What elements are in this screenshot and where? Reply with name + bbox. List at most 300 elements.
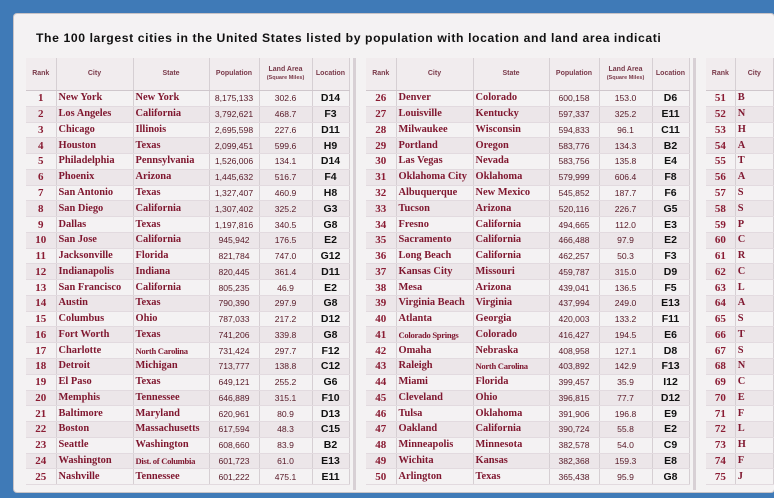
cell-loc: B2 xyxy=(652,138,689,154)
cell-rank: 59 xyxy=(706,217,735,233)
table-row xyxy=(26,248,349,264)
cell-area: 196.8 xyxy=(599,406,652,422)
table-row xyxy=(26,406,349,422)
cell-population: 545,852 xyxy=(549,185,599,201)
cell-loc: E3 xyxy=(652,217,689,233)
cell-state: Texas xyxy=(133,138,209,154)
cell-loc: D9 xyxy=(652,264,689,280)
cell-population: 790,390 xyxy=(209,295,259,311)
cell-rank: 21 xyxy=(26,406,56,422)
cell-city: T xyxy=(735,327,773,343)
cell-rank: 56 xyxy=(706,169,735,185)
cell-population: 390,724 xyxy=(549,422,599,438)
cell-rank: 1 xyxy=(26,91,56,107)
cell-rank: 75 xyxy=(706,469,735,485)
cell-population: 403,892 xyxy=(549,359,599,375)
table-row xyxy=(366,201,689,217)
cell-area: 159.3 xyxy=(599,453,652,469)
cell-rank: 13 xyxy=(26,280,56,296)
column-divider xyxy=(693,58,696,490)
cell-area: 138.8 xyxy=(259,359,312,375)
cell-population: 787,033 xyxy=(209,311,259,327)
cell-city: Memphis xyxy=(56,390,133,406)
cell-city: Portland xyxy=(396,138,473,154)
cell-rank: 50 xyxy=(366,469,396,485)
cell-area: 83.9 xyxy=(259,437,312,453)
table-row xyxy=(366,106,689,122)
cell-population: 2,695,598 xyxy=(209,122,259,138)
cell-rank: 40 xyxy=(366,311,396,327)
column-header-population: Population xyxy=(209,58,259,91)
page-title: The 100 largest cities in the United States listed by population with location and land area indicati xyxy=(36,31,662,45)
cell-city: Albuquerque xyxy=(396,185,473,201)
cell-rank: 46 xyxy=(366,406,396,422)
cell-state: Colorado xyxy=(473,91,549,107)
cell-city: S xyxy=(735,185,773,201)
column-header-city: City xyxy=(735,58,773,91)
cell-state: Minnesota xyxy=(473,437,549,453)
cell-area: 194.5 xyxy=(599,327,652,343)
cell-city: Oakland xyxy=(396,422,473,438)
table-row xyxy=(706,327,774,343)
cell-state: Arizona xyxy=(133,169,209,185)
table-row xyxy=(706,185,774,201)
cell-rank: 49 xyxy=(366,453,396,469)
cell-city: Phoenix xyxy=(56,169,133,185)
cell-area: 112.0 xyxy=(599,217,652,233)
cell-rank: 68 xyxy=(706,359,735,375)
table-row xyxy=(366,422,689,438)
cell-city: N xyxy=(735,106,773,122)
table-row xyxy=(26,232,349,248)
cell-area: 134.1 xyxy=(259,154,312,170)
cell-population: 396,815 xyxy=(549,390,599,406)
cell-city: F xyxy=(735,406,773,422)
cell-city: Indianapolis xyxy=(56,264,133,280)
cell-state: Pennsylvania xyxy=(133,154,209,170)
cell-population: 583,776 xyxy=(549,138,599,154)
cell-population: 583,756 xyxy=(549,154,599,170)
cell-population: 820,445 xyxy=(209,264,259,280)
cell-area: 226.7 xyxy=(599,201,652,217)
cell-state: Colorado xyxy=(473,327,549,343)
cell-state: Texas xyxy=(133,217,209,233)
cell-rank: 4 xyxy=(26,138,56,154)
cell-rank: 62 xyxy=(706,264,735,280)
cell-rank: 45 xyxy=(366,390,396,406)
cell-area: 297.9 xyxy=(259,295,312,311)
cell-city: Seattle xyxy=(56,437,133,453)
cell-city: Long Beach xyxy=(396,248,473,264)
table-row xyxy=(366,406,689,422)
table-row xyxy=(366,91,689,107)
table-row xyxy=(366,122,689,138)
cell-loc: F10 xyxy=(312,390,349,406)
cell-city: Austin xyxy=(56,295,133,311)
cell-city: S xyxy=(735,343,773,359)
cell-city: F xyxy=(735,453,773,469)
cell-population: 713,777 xyxy=(209,359,259,375)
table-row xyxy=(706,406,774,422)
table-row xyxy=(26,264,349,280)
cell-loc: G8 xyxy=(312,217,349,233)
cell-state: Illinois xyxy=(133,122,209,138)
table-row xyxy=(706,91,774,107)
table-row xyxy=(706,280,774,296)
cell-state: Ohio xyxy=(473,390,549,406)
column-divider xyxy=(353,58,356,490)
cell-rank: 18 xyxy=(26,359,56,375)
cell-state: California xyxy=(133,201,209,217)
table-row xyxy=(706,295,774,311)
cell-rank: 16 xyxy=(26,327,56,343)
cell-city: Denver xyxy=(396,91,473,107)
cell-loc: G3 xyxy=(312,201,349,217)
cell-rank: 72 xyxy=(706,422,735,438)
cell-population: 408,958 xyxy=(549,343,599,359)
cell-rank: 28 xyxy=(366,122,396,138)
cell-city: C xyxy=(735,232,773,248)
cell-area: 46.9 xyxy=(259,280,312,296)
cell-loc: D12 xyxy=(312,311,349,327)
cell-rank: 31 xyxy=(366,169,396,185)
cell-area: 97.9 xyxy=(599,232,652,248)
cell-loc: D13 xyxy=(312,406,349,422)
cell-state: Kansas xyxy=(473,453,549,469)
table-row xyxy=(366,453,689,469)
cell-city: Mesa xyxy=(396,280,473,296)
cell-area: 302.6 xyxy=(259,91,312,107)
cell-area: 606.4 xyxy=(599,169,652,185)
cell-population: 1,197,816 xyxy=(209,217,259,233)
column-header-location: Location xyxy=(312,58,349,91)
cell-city: El Paso xyxy=(56,374,133,390)
cell-loc: G8 xyxy=(652,469,689,485)
cell-state: Tennessee xyxy=(133,469,209,485)
cell-population: 437,994 xyxy=(549,295,599,311)
cell-loc: F5 xyxy=(652,280,689,296)
cell-area: 361.4 xyxy=(259,264,312,280)
column-header-city: City xyxy=(396,58,473,91)
cell-city: San Antonio xyxy=(56,185,133,201)
table-row xyxy=(26,138,349,154)
cell-state: California xyxy=(473,248,549,264)
cell-city: Kansas City xyxy=(396,264,473,280)
cell-area: 96.1 xyxy=(599,122,652,138)
table-row xyxy=(706,169,774,185)
cell-loc: E2 xyxy=(652,422,689,438)
cell-rank: 58 xyxy=(706,201,735,217)
cell-rank: 71 xyxy=(706,406,735,422)
cell-city: Fresno xyxy=(396,217,473,233)
cell-rank: 37 xyxy=(366,264,396,280)
cell-loc: H9 xyxy=(312,138,349,154)
cell-area: 297.7 xyxy=(259,343,312,359)
cell-rank: 42 xyxy=(366,343,396,359)
cell-population: 466,488 xyxy=(549,232,599,248)
cell-area: 227.6 xyxy=(259,122,312,138)
table-row xyxy=(706,232,774,248)
cell-rank: 22 xyxy=(26,422,56,438)
cell-loc: F8 xyxy=(652,169,689,185)
table-row xyxy=(706,248,774,264)
cell-rank: 15 xyxy=(26,311,56,327)
table-row xyxy=(366,359,689,375)
cell-loc: E6 xyxy=(652,327,689,343)
cell-city: Columbus xyxy=(56,311,133,327)
cell-population: 594,833 xyxy=(549,122,599,138)
table-row xyxy=(706,138,774,154)
cell-state: Dist. of Columbia xyxy=(133,453,209,469)
table-row xyxy=(366,469,689,485)
table-row xyxy=(706,311,774,327)
cell-state: Tennessee xyxy=(133,390,209,406)
cell-city: Arlington xyxy=(396,469,473,485)
column-header-location: Location xyxy=(652,58,689,91)
cell-population: 2,099,451 xyxy=(209,138,259,154)
cell-state: California xyxy=(473,217,549,233)
table-row xyxy=(706,217,774,233)
cell-city: San Jose xyxy=(56,232,133,248)
cell-area: 133.2 xyxy=(599,311,652,327)
column-header-population: Population xyxy=(549,58,599,91)
cell-state: Nebraska xyxy=(473,343,549,359)
table-row xyxy=(26,295,349,311)
cell-city: Tucson xyxy=(396,201,473,217)
cell-loc: E2 xyxy=(312,280,349,296)
cell-rank: 26 xyxy=(366,91,396,107)
cell-rank: 60 xyxy=(706,232,735,248)
cell-area: 217.2 xyxy=(259,311,312,327)
column-header-city: City xyxy=(56,58,133,91)
cell-rank: 2 xyxy=(26,106,56,122)
table-row xyxy=(26,437,349,453)
cell-rank: 6 xyxy=(26,169,56,185)
cell-state: Washington xyxy=(133,437,209,453)
table-row xyxy=(26,280,349,296)
cell-rank: 70 xyxy=(706,390,735,406)
cell-population: 459,787 xyxy=(549,264,599,280)
cell-city: C xyxy=(735,374,773,390)
cell-state: North Carolina xyxy=(473,359,549,375)
cell-rank: 23 xyxy=(26,437,56,453)
cell-rank: 38 xyxy=(366,280,396,296)
column-header-state: State xyxy=(473,58,549,91)
cell-rank: 61 xyxy=(706,248,735,264)
cell-state: Texas xyxy=(133,295,209,311)
cell-city: Oklahoma City xyxy=(396,169,473,185)
cell-state: Virginia xyxy=(473,295,549,311)
cell-rank: 9 xyxy=(26,217,56,233)
table-row xyxy=(366,280,689,296)
table-row xyxy=(366,264,689,280)
table-row xyxy=(366,248,689,264)
table-row xyxy=(26,311,349,327)
table-row xyxy=(366,169,689,185)
table-header-row xyxy=(706,58,774,91)
cell-population: 649,121 xyxy=(209,374,259,390)
cell-rank: 14 xyxy=(26,295,56,311)
cell-city: Louisville xyxy=(396,106,473,122)
cell-loc: G6 xyxy=(312,374,349,390)
cell-loc: F12 xyxy=(312,343,349,359)
cell-state: California xyxy=(473,422,549,438)
cell-state: Kentucky xyxy=(473,106,549,122)
cell-population: 439,041 xyxy=(549,280,599,296)
cell-rank: 39 xyxy=(366,295,396,311)
cell-city: Raleigh xyxy=(396,359,473,375)
cell-city: New York xyxy=(56,91,133,107)
cell-rank: 34 xyxy=(366,217,396,233)
column-header-rank: Rank xyxy=(366,58,396,91)
table-row xyxy=(26,169,349,185)
cell-area: 77.7 xyxy=(599,390,652,406)
cell-rank: 48 xyxy=(366,437,396,453)
cell-rank: 74 xyxy=(706,453,735,469)
cell-city: L xyxy=(735,422,773,438)
cell-city: L xyxy=(735,280,773,296)
cell-population: 8,175,133 xyxy=(209,91,259,107)
column-header-land_area xyxy=(259,58,312,91)
table-row xyxy=(26,374,349,390)
cell-population: 579,999 xyxy=(549,169,599,185)
cell-city: Washington xyxy=(56,453,133,469)
cell-rank: 51 xyxy=(706,91,735,107)
cell-city: Las Vegas xyxy=(396,154,473,170)
cell-loc: E2 xyxy=(652,232,689,248)
cell-city: Cleveland xyxy=(396,390,473,406)
cell-city: Boston xyxy=(56,422,133,438)
cell-rank: 5 xyxy=(26,154,56,170)
cell-loc: E8 xyxy=(652,453,689,469)
cell-area: 249.0 xyxy=(599,295,652,311)
city-table-1 xyxy=(26,58,350,485)
column-header-rank: Rank xyxy=(706,58,735,91)
cell-state: Nevada xyxy=(473,154,549,170)
cell-state: Ohio xyxy=(133,311,209,327)
cell-area: 95.9 xyxy=(599,469,652,485)
cell-state: Florida xyxy=(473,374,549,390)
cell-state: Texas xyxy=(133,327,209,343)
cell-area: 460.9 xyxy=(259,185,312,201)
cell-population: 462,257 xyxy=(549,248,599,264)
cell-population: 1,327,407 xyxy=(209,185,259,201)
cell-area: 315.0 xyxy=(599,264,652,280)
table-row xyxy=(706,359,774,375)
cell-area: 135.8 xyxy=(599,154,652,170)
cell-state: North Carolina xyxy=(133,343,209,359)
cell-area: 136.5 xyxy=(599,280,652,296)
table-row xyxy=(366,390,689,406)
table-header-row xyxy=(366,58,689,91)
city-table-3 xyxy=(706,58,774,485)
cell-population: 520,116 xyxy=(549,201,599,217)
cell-area: 187.7 xyxy=(599,185,652,201)
cell-state: California xyxy=(133,232,209,248)
cell-area: 315.1 xyxy=(259,390,312,406)
cell-population: 391,906 xyxy=(549,406,599,422)
cell-population: 494,665 xyxy=(549,217,599,233)
cell-rank: 17 xyxy=(26,343,56,359)
table-row xyxy=(366,327,689,343)
table-row xyxy=(366,232,689,248)
cell-rank: 69 xyxy=(706,374,735,390)
table-row xyxy=(26,91,349,107)
cell-state: Michigan xyxy=(133,359,209,375)
cell-rank: 24 xyxy=(26,453,56,469)
cell-city: H xyxy=(735,437,773,453)
cell-rank: 12 xyxy=(26,264,56,280)
table-row xyxy=(366,185,689,201)
cell-city: Sacramento xyxy=(396,232,473,248)
cell-city: Los Angeles xyxy=(56,106,133,122)
table-row xyxy=(366,295,689,311)
cell-rank: 3 xyxy=(26,122,56,138)
table-row xyxy=(706,264,774,280)
cell-rank: 8 xyxy=(26,201,56,217)
cell-city: Baltimore xyxy=(56,406,133,422)
cell-loc: F3 xyxy=(312,106,349,122)
table-row xyxy=(706,374,774,390)
cell-loc: F4 xyxy=(312,169,349,185)
cell-city: Philadelphia xyxy=(56,154,133,170)
cell-area: 80.9 xyxy=(259,406,312,422)
cell-rank: 55 xyxy=(706,154,735,170)
cell-population: 617,594 xyxy=(209,422,259,438)
cell-rank: 7 xyxy=(26,185,56,201)
cell-state: Georgia xyxy=(473,311,549,327)
cell-population: 1,445,632 xyxy=(209,169,259,185)
cell-city: Minneapolis xyxy=(396,437,473,453)
cell-city: S xyxy=(735,201,773,217)
table-row xyxy=(26,185,349,201)
cell-rank: 47 xyxy=(366,422,396,438)
cell-city: A xyxy=(735,295,773,311)
table-row xyxy=(706,469,774,485)
cell-population: 646,889 xyxy=(209,390,259,406)
cell-area: 153.0 xyxy=(599,91,652,107)
cell-rank: 44 xyxy=(366,374,396,390)
cell-rank: 64 xyxy=(706,295,735,311)
table-row xyxy=(26,122,349,138)
cell-loc: F6 xyxy=(652,185,689,201)
cell-loc: G5 xyxy=(652,201,689,217)
cell-population: 731,424 xyxy=(209,343,259,359)
cell-area: 325.2 xyxy=(259,201,312,217)
cell-city: H xyxy=(735,122,773,138)
cell-city: Houston xyxy=(56,138,133,154)
cell-rank: 30 xyxy=(366,154,396,170)
cell-loc: E13 xyxy=(312,453,349,469)
cell-state: California xyxy=(473,232,549,248)
table-row xyxy=(26,327,349,343)
cell-state: Florida xyxy=(133,248,209,264)
cell-city: B xyxy=(735,91,773,107)
cell-population: 608,660 xyxy=(209,437,259,453)
table-row xyxy=(366,311,689,327)
cell-loc: F11 xyxy=(652,311,689,327)
cell-loc: F13 xyxy=(652,359,689,375)
cell-loc: E2 xyxy=(312,232,349,248)
cell-area: 48.3 xyxy=(259,422,312,438)
cell-state: Texas xyxy=(473,469,549,485)
cell-city: N xyxy=(735,359,773,375)
cell-population: 620,961 xyxy=(209,406,259,422)
poster-board xyxy=(14,14,774,492)
cell-area: 340.5 xyxy=(259,217,312,233)
table-row xyxy=(366,217,689,233)
table-row xyxy=(26,154,349,170)
